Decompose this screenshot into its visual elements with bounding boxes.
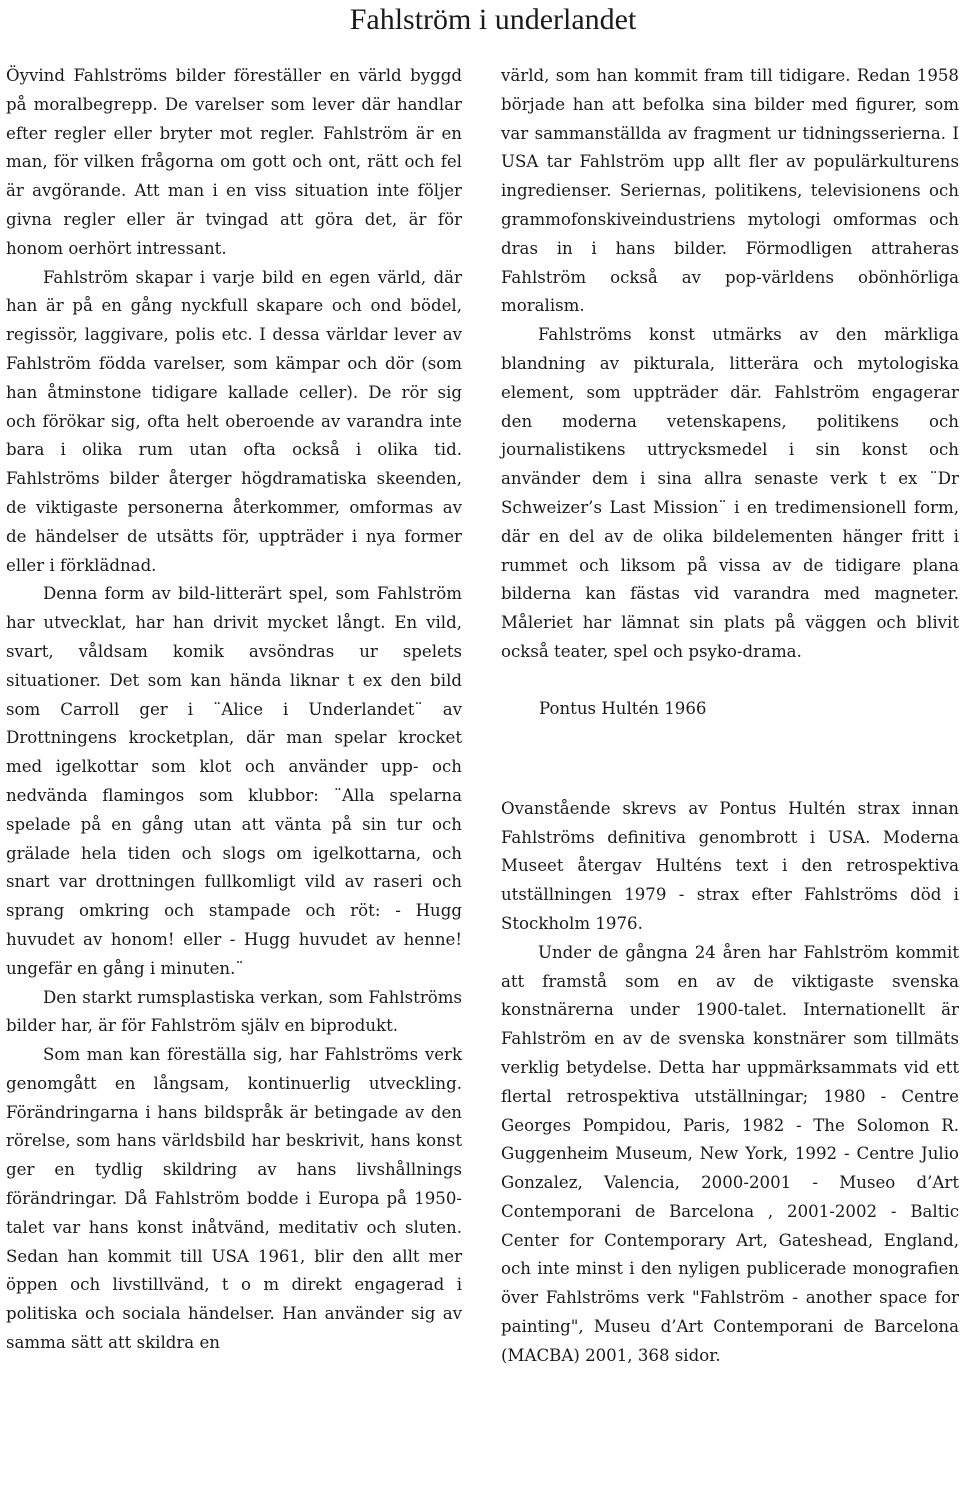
left-column	[6, 62, 462, 1358]
paragraph-development: Som man kan föreställa sig, har Fahlströms verk genomgått en långsam, kontinuerlig utveckling. Förändringarna i hans bildspråk är betingade av den rörelse, som hans världsbild har beskrivit, hans konst ger en tydlig skildring av hans livshållnings förändringar. Då Fahlström bodde i Europa på 1950-talet var hans konst inåtvänd, meditativ och sluten. Sedan han kommit till USA 1961, blir den allt mer öppen och livstillvänd, t o m direkt engagerad i politiska och sociala händelser. Han använder sig av samma sätt att skildra en	[6, 1045, 462, 1353]
page-title	[0, 0, 960, 40]
right-column	[501, 62, 959, 1371]
paragraph-editor-note: Ovanstående skrevs av Pontus Hultén strax innan Fahlströms definitiva genombrott i USA. Moderna Museet återgav Hulténs text i den retrospektiva utställningen 1979 - strax efter Fahlströms död i Stockholm 1976.	[501, 798, 959, 933]
paragraph-alice: Denna form av bild-litterärt spel, som Fahlström har utvecklat, har han drivit mycket långt. En vild, svart, våldsam komik avsöndras ur spelets situationer. Det som kan hända liknar t ex den bild som Carroll ger i ¨Alice i Underlandet¨ av Drottningens krocketplan, där man spelar krocket med igelkottar som klot och använder upp- och nedvända flamingos som klubbor: ¨Alla spelarna spelade på en gång utan att vänta på sin tur och grälade hela tiden och slogs om igelkottarna, och snart var drottningen fullkomligt vild av raseri och sprang omkring och stampade och röt: - Hugg huvudet av honom! eller - Hugg huvudet av henne! ungefär en gång i minuten.¨	[6, 584, 462, 978]
paragraph-elements: Fahlströms konst utmärks av den märkliga blandning av pikturala, litterära och mytologiska element, som uppträder där. Fahlström engagerar den moderna vetenskapens, politikens och journalistikens uttrycksmedel i sin konst och använder dem i sina allra senaste verk t ex ¨Dr Schweizer’s Last Mission¨ i en tredimensionell form, där en del av de olika bildelementen hänger fritt i rummet och liksom på vissa av de tidigare plana bilderna kan fästas vid varandra med magneter. Måleriet har lämnat sin plats på väggen och blivit också teater, spel och psyko-drama.	[501, 325, 959, 661]
paragraph-popculture: värld, som han kommit fram till tidigare. Redan 1958 började han att befolka sina bilder med figurer, som var sammanställda av fragment ur tidningsserierna. I USA tar Fahlström upp allt fler av populärkulturens ingredienser. Seriernas, politikens, televisionens och grammofonskiveindustriens mytologi omformas och dras in i hans bilder. Förmodligen attraheras Fahlström också av pop-världens obönhörliga moralism.	[501, 66, 959, 316]
page-title-text: Fahlström i underlandet	[349, 3, 637, 36]
paragraph-legacy: Under de gångna 24 åren har Fahlström kommit att framstå som en av de viktigaste svenska konstnärerna under 1900-talet. Internationellt är Fahlström en av de svenska konstnärer som tillmäts verklig betydelse. Detta har uppmärksammats vid ett flertal retrospektiva utställningar; 1980 - Centre Georges Pompidou, Paris, 1982 - The Solomon R. Guggenheim Museum, New York, 1992 - Centre Julio Gonzalez, Valencia, 2000-2001 - Museo d’Art Contemporani de Barcelona , 2001-2002 - Baltic Center for Contemporary Art, Gateshead, England, och inte minst i den nyligen publicerade monografien över Fahlströms verk "Fahlström - another space for painting", Museu d’Art Contemporani de Barcelona (MACBA) 2001, 368 sidor.	[501, 942, 959, 1365]
signature: Pontus Hultén 1966	[539, 698, 707, 718]
paragraph-byproduct: Den starkt rumsplastiska verkan, som Fahlströms bilder har, är för Fahlström själv en biprodukt.	[6, 987, 462, 1036]
paragraph-intro: Öyvind Fahlströms bilder föreställer en värld byggd på moralbegrepp. De varelser som lever där handlar efter regler eller bryter mot regler. Fahlström är en man, för vilken frågorna om gott och ont, rätt och fel är avgörande. Att man i en viss situation inte följer givna regler eller är tvingad att göra det, är för honom oerhört intressant.	[6, 66, 462, 258]
paragraph-worlds: Fahlström skapar i varje bild en egen värld, där han är på en gång nyckfull skapare och ond bödel, regissör, laggivare, polis etc. I dessa världar lever av Fahlström födda varelser, som kämpar och dör (som han åtminstone tidigare kallade celler). De rör sig och förökar sig, ofta helt oberoende av varandra inte bara i olika rum utan ofta också i olika tid. Fahlströms bilder återger högdramatiska skeenden, de viktigaste personerna återkommer, omformas av de händelser de utsätts för, uppträder i nya former eller i förklädnad.	[6, 267, 462, 575]
